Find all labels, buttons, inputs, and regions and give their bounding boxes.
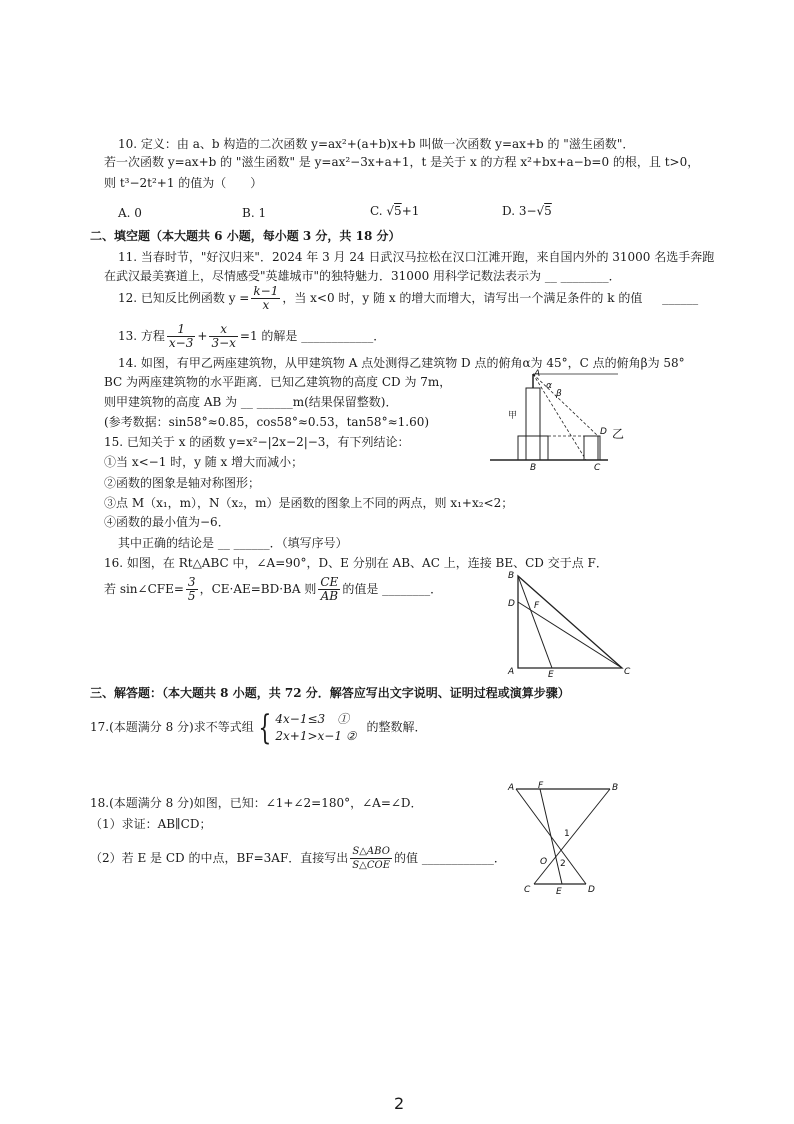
q16-suffix: 的值是 ________． bbox=[342, 582, 443, 596]
figure-q16-triangle bbox=[504, 566, 636, 678]
q13-plus: + bbox=[197, 329, 208, 343]
q13-fraction-2-denominator: 3−x bbox=[211, 336, 236, 350]
fig18-label-e: E bbox=[556, 887, 562, 896]
q13-prefix: 13. 方程 bbox=[118, 329, 165, 343]
fig16-triangle-abc bbox=[518, 576, 622, 668]
q17-prefix: 17.(本题满分 8 分)求不等式组 bbox=[90, 720, 254, 734]
q10-line1: 10. 定义：由 a、b 构造的二次函数 y=ax²+(a+b)x+b 叫做一次函数 y=ax+b 的 "滋生函数"． bbox=[118, 137, 635, 151]
q10-option-c: C. √5+1 bbox=[370, 204, 420, 218]
fig14-label-yi: 乙 bbox=[612, 427, 625, 441]
fig14-label-d: D bbox=[600, 427, 607, 437]
q12-suffix: ，当 x<0 时，y 随 x 的增大而增大，请写出一个满足条件的 k 的值 bbox=[282, 291, 643, 305]
q14-line3: 则甲建筑物的高度 AB 为 __ ______m(结果保留整数)． bbox=[104, 395, 398, 409]
q18-line1: 18.(本题满分 8 分)如图，已知：∠1+∠2=180°，∠A=∠D． bbox=[90, 796, 423, 810]
q15-line6: 其中正确的结论是 __ ______．（填写序号） bbox=[118, 536, 348, 550]
q16-fraction-2-numerator: CE bbox=[320, 575, 339, 589]
fig16-label-c: C bbox=[624, 667, 631, 677]
fig18-label-f: F bbox=[538, 781, 544, 791]
q13-fraction-2 bbox=[209, 323, 237, 350]
fig18-label-2: 2 bbox=[560, 859, 566, 869]
fig14-label-c: C bbox=[594, 463, 601, 470]
fig16-label-e: E bbox=[548, 670, 554, 678]
fig18-label-b: B bbox=[612, 783, 619, 793]
q16-middle: ，CE·AE=BD·BA 则 bbox=[199, 582, 317, 596]
q13-fraction-1 bbox=[167, 323, 195, 350]
fig16-label-d: D bbox=[508, 599, 515, 609]
q16-fraction-1-numerator: 3 bbox=[187, 575, 196, 589]
q10-option-a: A. 0 bbox=[118, 206, 142, 220]
q18-item1: （1）求证：AB∥CD； bbox=[90, 817, 212, 831]
fig18-label-a: A bbox=[508, 783, 515, 793]
q13-fraction-1-denominator: x−3 bbox=[168, 336, 194, 350]
fig14-label-a: A bbox=[534, 369, 541, 379]
fig16-label-b: B bbox=[508, 571, 515, 581]
q10-option-c-root: 5 bbox=[394, 204, 402, 218]
fig18-segment-bc bbox=[534, 789, 610, 884]
q18-item2-suffix: 的值 ____________． bbox=[394, 851, 506, 865]
q12-fraction-numerator: k−1 bbox=[253, 284, 279, 298]
fig16-label-f: F bbox=[534, 601, 540, 611]
figure-q14-buildings bbox=[488, 366, 638, 470]
q15-item1: ①当 x<−1 时，y 随 x 增大而减小； bbox=[104, 455, 304, 469]
fig14-building-base bbox=[518, 436, 548, 460]
q11-line2: 在武汉最美赛道上，尽情感受"英雄城市"的独特魅力．31000 用科学记数法表示为 __ ________． bbox=[104, 269, 621, 283]
q10-line3: 则 t³−2t²+1 的值为（ ） bbox=[104, 176, 263, 190]
q17-system bbox=[275, 711, 356, 745]
q13-fraction-1-numerator: 1 bbox=[167, 323, 195, 337]
fig14-label-alpha: α bbox=[546, 381, 552, 391]
q15-item4: ④函数的最小值为−6． bbox=[104, 515, 230, 529]
fig18-label-1: 1 bbox=[564, 829, 570, 839]
fig18-label-o: O bbox=[540, 857, 548, 867]
q16-fraction-2-denominator: AB bbox=[320, 589, 339, 603]
fig14-label-b: B bbox=[530, 463, 537, 470]
q18-item2 bbox=[90, 843, 506, 873]
q14-line4: (参考数据：sin58°≈0.85，cos58°≈0.53，tan58°≈1.60) bbox=[104, 415, 430, 429]
page-number: 2 bbox=[394, 1094, 405, 1113]
q14-line2: BC 为两座建筑物的水平距离．已知乙建筑物的高度 CD 为 7m， bbox=[104, 375, 452, 389]
q10-option-d-prefix: D. 3− bbox=[502, 204, 537, 218]
q18-area-ratio-denominator: S△COE bbox=[352, 860, 390, 871]
q16-prefix: 若 sin∠CFE= bbox=[104, 582, 184, 596]
q10-line2: 若一次函数 y=ax+b 的 "滋生函数" 是 y=ax²−3x+a+1，t 是关于 x 的方程 x²+bx+a−b=0 的根，且 t>0， bbox=[104, 155, 700, 169]
fig16-segment-be bbox=[518, 576, 552, 668]
q17-inequality-1: 4x−1≤3 ① bbox=[275, 711, 350, 726]
q10-option-c-prefix: C. bbox=[370, 204, 387, 218]
q18-item2-prefix: （2）若 E 是 CD 的中点，BF=3AF．直接写出 bbox=[90, 851, 349, 865]
fig16-label-a: A bbox=[508, 667, 515, 677]
q13-fraction-2-numerator: x bbox=[209, 323, 237, 337]
q16-line2 bbox=[104, 575, 442, 603]
fig18-segment-fe bbox=[540, 789, 562, 884]
q12-fraction-denominator: x bbox=[262, 298, 270, 312]
q10-option-b: B. 1 bbox=[242, 206, 267, 220]
fig18-label-d: D bbox=[588, 885, 595, 895]
section3-title: 三、解答题：（本大题共 8 小题，共 72 分．解答应写出文字说明、证明过程或演算步骤） bbox=[90, 686, 570, 700]
q10-option-d: D. 3−√5 bbox=[502, 204, 552, 218]
q16-line1: 16. 如图，在 Rt△ABC 中，∠A=90°，D、E 分别在 AB、AC 上，连接 BE、CD 交于点 F． bbox=[104, 556, 608, 570]
q15-item3: ③点 M（x₁，m），N（x₂，m）是函数的图象上不同的两点，则 x₁+x₂<2； bbox=[104, 496, 514, 510]
fig14-building-jia bbox=[526, 388, 540, 460]
q17-suffix: 的整数解． bbox=[366, 720, 427, 734]
q12 bbox=[118, 284, 698, 312]
q18-area-ratio-numerator: S△ABO bbox=[350, 845, 392, 859]
q10-option-d-root: 5 bbox=[544, 204, 552, 218]
section2-title: 二、填空题（本大题共 6 小题，每小题 3 分，共 18 分） bbox=[90, 229, 401, 243]
q16-fraction-1-denominator: 5 bbox=[187, 589, 196, 603]
q13-suffix: =1 的解是 ____________． bbox=[239, 329, 386, 343]
q16-fraction-2 bbox=[318, 576, 340, 603]
q14-line1: 14. 如图，有甲乙两座建筑物，从甲建筑物 A 点处测得乙建筑物 D 点的俯角α为 45°，C 点的俯角β为 58° bbox=[118, 356, 685, 370]
q15-item2: ②函数的图象是轴对称图形； bbox=[104, 476, 261, 490]
q17-brace: { bbox=[258, 707, 272, 748]
fig16-segment-cd bbox=[518, 602, 622, 668]
q10-option-c-suffix: +1 bbox=[401, 204, 420, 218]
q16-fraction-1 bbox=[186, 576, 198, 603]
fig14-label-beta: β bbox=[556, 389, 562, 399]
q18-area-ratio bbox=[350, 845, 392, 872]
q12-answer-blank: ______ bbox=[662, 291, 699, 305]
q12-fraction bbox=[251, 285, 280, 312]
fig18-label-c: C bbox=[524, 885, 531, 895]
q13 bbox=[118, 322, 385, 350]
q15-line1: 15. 已知关于 x 的函数 y=x²−|2x−2|−3，有下列结论： bbox=[104, 435, 410, 449]
q17-inequality-2: 2x+1>x−1 ② bbox=[275, 728, 357, 743]
figure-q18-parallel-lines bbox=[506, 780, 626, 896]
q11-line1: 11. 当春时节，"好汉归来"．2024 年 3 月 24 日武汉马拉松在汉口江滩开跑，来自国内外的 31000 名选手奔跑 bbox=[118, 250, 715, 264]
q12-prefix: 12. 已知反比例函数 y = bbox=[118, 291, 250, 305]
fig14-label-jia: 甲 bbox=[508, 411, 518, 421]
q17 bbox=[90, 707, 427, 747]
